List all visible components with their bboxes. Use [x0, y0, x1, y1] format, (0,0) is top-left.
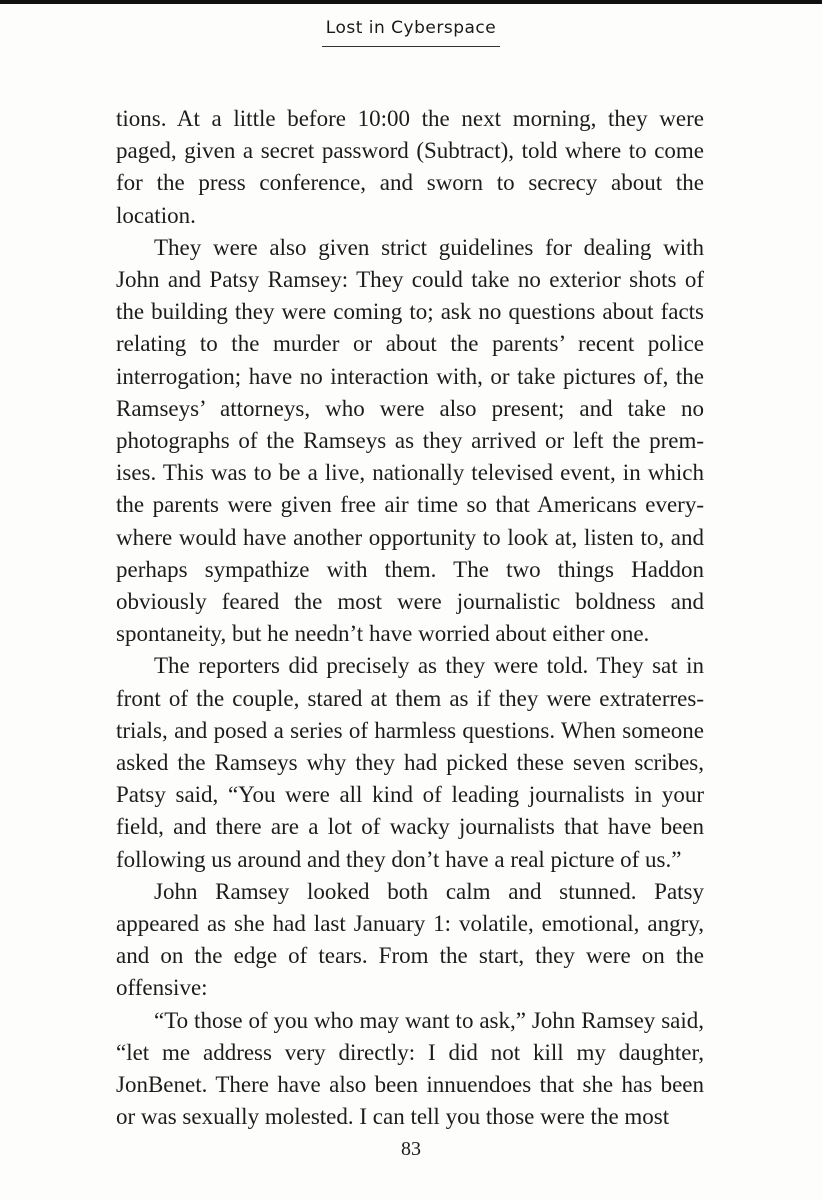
running-head [0, 18, 822, 47]
paragraph-continuation: tions. At a little before 10:00 the next morning, they were paged, given a secret password (Subtract), told where to come for the press conference, and sworn to secrecy about the location. [116, 106, 704, 228]
paragraph: John Ramsey looked both calm and stunned. Patsy appeared as she had last January 1: volatile, emotional, angry, and on the edge of tears. From the start, they were on the offensive: [116, 878, 704, 1001]
paragraph: They were also given strict guidelines for dealing with John and Patsy Ramsey: They could take no exterior shots of the building they were coming to; ask no questions about facts relating to the murder or about the parents’ recent police interrogation; have no interaction with, or take pictures of, the Ramseys’ attorneys, who were also present; and take no photographs of the Ramseys as they arrived or left the premises. This was to be a live, nationally televised event, in which the parents were given free air time so that Americans everywhere would have another opportunity to look at, listen to, and perhaps sympathize with them. The two things Haddon obviously feared the most were journalistic boldness and spontaneity, but he needn’t have worried about either one. [116, 234, 704, 647]
paragraph: “To those of you who may want to ask,” John Ramsey said, “let me address very directly: I did not kill my daughter, JonBenet. There have also been innuendoes that she has been or was sexually molested. I can tell you those were the most [116, 1007, 704, 1130]
page-top-edge [0, 0, 822, 4]
paragraph: The reporters did precisely as they were told. They sat in front of the couple, stared at them as if they were extraterrestrials, and posed a series of harmless questions. When someone asked the Ramseys why they had picked these seven scribes, Patsy said, “You were all kind of leading journalists in your field, and there are a lot of wacky journalists that have been following us around and they don’t have a real picture of us.” [116, 653, 704, 872]
body-text [116, 103, 704, 1134]
running-head-title: Lost in Cyberspace [322, 18, 500, 47]
page-number: 83 [401, 1138, 421, 1160]
